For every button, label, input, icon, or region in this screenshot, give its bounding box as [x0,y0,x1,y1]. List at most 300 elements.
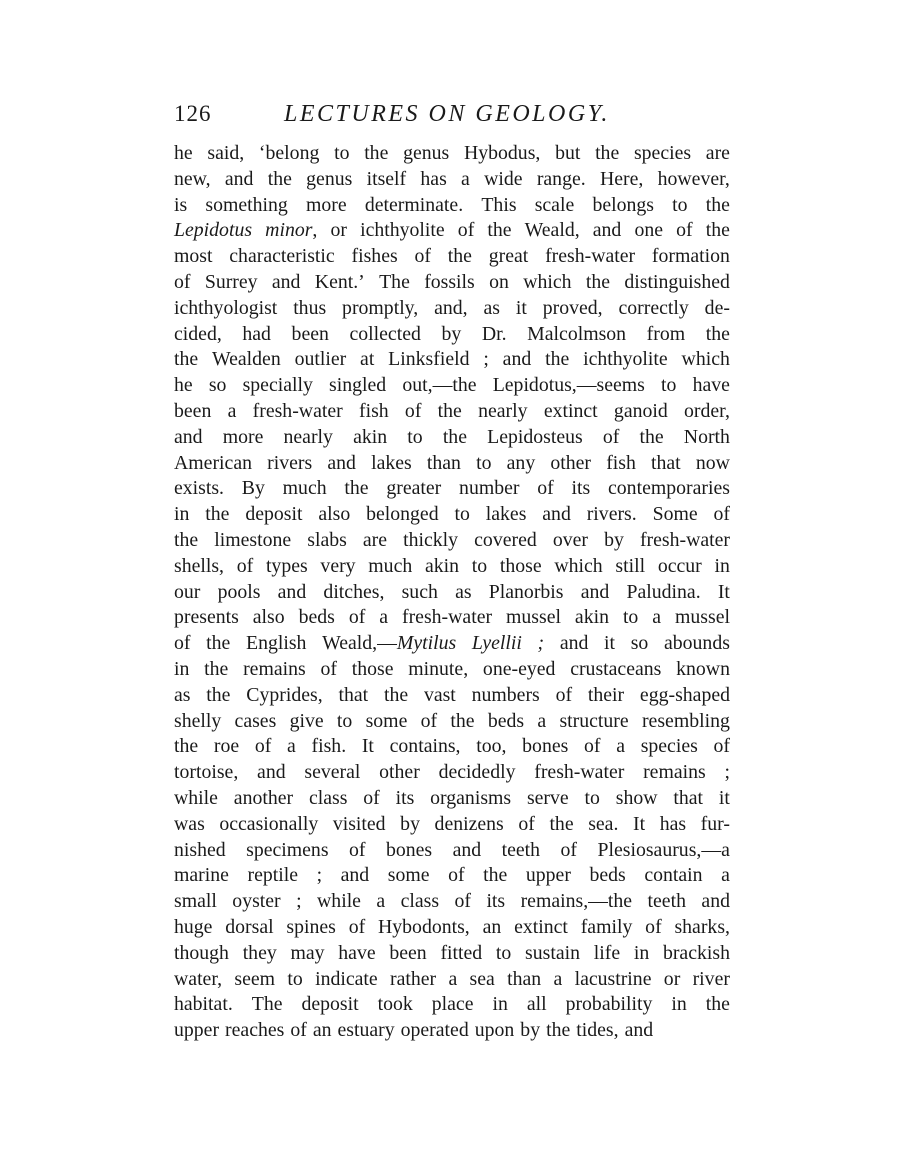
word: to [476,451,492,474]
word: to [622,606,639,629]
text-line [174,218,730,244]
word: and [271,270,301,293]
word: the [450,709,475,732]
word: at [360,348,375,371]
word: reptile [247,864,299,887]
body-text [174,141,730,1044]
word: the [639,425,664,448]
word: ichthyologist [174,296,278,319]
text-line [174,915,730,941]
word: those [351,657,394,680]
word: occasionally [219,812,319,835]
word: ; [724,761,730,784]
word: such [401,580,438,603]
word: give [289,709,324,732]
word: the [344,477,369,500]
word: contains, [389,735,461,758]
word: remains,—the [520,890,633,913]
word: and [542,503,571,526]
word: species [640,735,698,758]
word: extinct [543,399,598,422]
word: Kent.’ [314,270,365,293]
word: and [592,219,622,242]
word: some [365,709,408,732]
word: and [559,632,589,655]
word: is [174,193,188,216]
word: order, [684,399,730,422]
word: the [205,503,230,526]
word: nished [174,838,226,861]
word: while [317,890,361,913]
word: any [506,451,536,474]
word: than [507,967,542,990]
word: ; [316,864,323,887]
word: vast [423,683,456,706]
word: have [692,374,730,397]
word: determinate. [364,193,464,216]
word: slabs [307,528,347,551]
word: a [537,709,547,732]
word: limestone [214,528,292,551]
word: English [246,632,307,655]
word: rivers [267,451,313,474]
word: visited [332,812,386,835]
word: of [420,709,438,732]
word: Surrey [204,270,258,293]
word: a [448,967,458,990]
word: another [233,786,294,809]
word: formation [651,245,730,268]
text-line [174,760,730,786]
word: he [174,142,193,164]
word: more [306,193,347,216]
word: presents [174,606,239,629]
text-line [174,451,730,477]
word: huge [174,915,213,938]
word: has [659,812,687,835]
word: than [426,451,461,474]
word: a [721,864,730,887]
word: was [174,812,205,835]
word: range. [536,167,586,190]
word: ichthyolite [360,219,445,242]
word: from [646,322,686,345]
word: fish [606,451,636,474]
word: river [692,967,730,990]
word: collected [349,322,421,345]
word: marine [174,864,229,887]
word: however, [657,167,730,190]
word: rather [390,967,437,990]
word: fresh-water [402,606,493,629]
word: of [518,812,535,835]
word: ichthyolite [583,348,668,371]
word: fresh-water [545,245,636,268]
word: Lepidotus,—seems [492,374,645,397]
word: akin [353,425,388,448]
word: Planorbis [488,580,564,603]
word: and [701,890,730,913]
word: reaches [225,1019,285,1042]
word: the [383,683,409,706]
word: Wealden [212,348,281,371]
word: fishes [351,245,398,268]
word: of [448,864,465,887]
word: specimens [246,838,329,861]
word: it [718,786,730,809]
word: structure [559,709,629,732]
word: fossils [424,270,475,293]
word: Hybodonts, [377,915,470,938]
word: the [705,993,730,1016]
word: teeth [501,838,541,861]
word: the [447,245,472,268]
word: fur- [700,812,730,835]
word: Lepidotus [174,219,253,242]
word: deposit [245,503,303,526]
word: Lepidosteus [487,425,583,448]
text-line [174,476,730,502]
word: an [312,1019,332,1042]
word: to [661,374,677,397]
word: are [362,528,388,551]
word: to [672,193,688,216]
text-line [174,244,730,270]
word: and [452,838,482,861]
text-line [174,296,730,322]
word: bones [385,838,433,861]
word: which [554,554,603,577]
word: the [549,812,574,835]
word: Dr. [481,322,507,345]
word: that [673,786,704,809]
word: greater [386,477,442,500]
word: dorsal [225,915,274,938]
word: to [336,709,353,732]
word: the [206,632,231,655]
word: indicate [315,967,378,990]
word: its [571,477,591,500]
word: beds [298,606,335,629]
word: crustaceans [570,657,662,680]
word: by [604,528,624,551]
word: the [546,1019,571,1042]
word: more [222,425,264,448]
word: fresh-water [534,761,625,784]
word: a [287,735,296,758]
word: a [461,167,470,190]
text-line [174,709,730,735]
word: scale [534,193,575,216]
text-line [174,502,730,528]
word: very [320,554,356,577]
word: cases [234,709,277,732]
word: to [471,554,488,577]
word: contemporaries [608,477,730,500]
word: brackish [662,941,730,964]
word: lakes [485,503,527,526]
word: serve [526,786,569,809]
word: took [377,993,413,1016]
word: remains [643,761,706,784]
word: that [651,451,681,474]
word: small [174,890,217,913]
word: ; [537,632,545,655]
word: its [395,786,415,809]
word: tides, [576,1019,619,1042]
word: singled [329,374,387,397]
text-line [174,631,730,657]
word: one-eyed [482,657,556,680]
word: rivers. [586,503,637,526]
word: oyster [232,890,281,913]
word: of [414,245,431,268]
word: those [499,554,542,577]
word: promptly, [342,296,419,319]
word: By [241,477,265,500]
word: denizens [434,812,504,835]
word: also [252,606,285,629]
word: he [174,374,193,397]
word: wide [484,167,523,190]
word: fish. [311,735,347,758]
word: the [267,167,292,190]
word: ‘belong [258,142,320,164]
word: The [251,993,283,1016]
word: covered [474,528,537,551]
word: of [290,1019,307,1042]
word: in [633,941,650,964]
word: of [602,425,620,448]
word: to [584,786,600,809]
word: or [330,219,347,242]
word: lacustrine [574,967,652,990]
word: of [645,915,662,938]
word: Weald, [524,219,580,242]
word: the [206,683,231,706]
word: beds [589,864,626,887]
text-line [174,528,730,554]
word: of [236,554,254,577]
word: as [455,580,472,603]
word: ; [483,348,489,371]
word: or [663,967,681,990]
word: of [320,657,337,680]
word: too, [476,735,507,758]
text-line [174,425,730,451]
word: and [624,1019,654,1042]
text-line [174,580,730,606]
word: decidedly [438,761,516,784]
word: of [537,477,554,500]
word: specially [242,374,313,397]
word: on [489,270,509,293]
word: Some [652,503,698,526]
word: ganoid [613,399,668,422]
word: and [277,580,307,603]
word: fish [358,399,389,422]
text-line [174,373,730,399]
word: family [580,915,633,938]
word: also [318,503,351,526]
text-line [174,167,730,193]
word: and, [434,296,468,319]
word: said, [207,142,245,164]
word: life [593,941,621,964]
word: abounds [663,632,730,655]
word: the [595,142,620,164]
text-line [174,347,730,373]
word: egg-shaped [639,683,730,706]
word: upon [474,1019,515,1042]
word: a [616,735,625,758]
word: American [174,451,252,474]
word: still [615,554,646,577]
word: that [338,683,369,706]
word: of [457,219,475,242]
text-line [174,657,730,683]
word: to [407,425,423,448]
word: nearly [283,425,333,448]
word: types [265,554,308,577]
word: ditches, [323,580,385,603]
word: are [705,142,730,164]
word: roe [213,735,240,758]
word: and [340,864,370,887]
word: been [291,322,329,345]
word: mussel [506,606,561,629]
word: a [553,967,563,990]
word: Malcolmson [527,322,627,345]
word: fresh-water [252,399,343,422]
word: habitat. [174,993,233,1016]
word: the [585,270,611,293]
word: water, [174,967,223,990]
word: upper [525,864,571,887]
word: belongs [592,193,654,216]
word: the [204,657,229,680]
word: one [634,219,663,242]
word: great [488,245,529,268]
word: and [257,761,286,784]
word: North [683,425,730,448]
word: lakes [371,451,412,474]
word: our [174,580,201,603]
word: shells, [174,554,225,577]
word: Hybodus, [463,142,541,164]
word: fitted [440,941,483,964]
text-line [174,838,730,864]
text-line [174,322,730,348]
word: This [481,193,517,216]
word: Paludina. [626,580,701,603]
word: of [560,838,578,861]
word: the [705,219,730,242]
word: bones [522,735,569,758]
word: akin [424,554,460,577]
word: sea. [588,812,619,835]
word: outlier [294,348,347,371]
word: been [389,941,427,964]
text-line [174,734,730,760]
word: had [242,322,271,345]
word: much [282,477,327,500]
word: the [437,399,462,422]
word: beds [487,709,525,732]
text-line [174,863,730,889]
word: but [555,142,581,164]
word: seem [234,967,276,990]
word: numbers [471,683,540,706]
word: remains [243,657,306,680]
page-number: 126 [174,101,212,126]
word: which [681,348,730,371]
word: the [545,348,570,371]
word: and [580,580,610,603]
word: It [717,580,730,603]
text-line [174,786,730,812]
word: It [361,735,374,758]
text-line [174,270,730,296]
word: contain [644,864,703,887]
word: itself [366,167,407,190]
word: of [676,219,693,242]
word: The [379,270,410,293]
text-line [174,141,730,167]
word: of [713,503,730,526]
word: mussel [675,606,730,629]
word: of [454,890,471,913]
word: extinct [514,915,568,938]
word: sustain [525,941,580,964]
word: though [174,941,229,964]
word: an [482,915,502,938]
word: species [633,142,692,164]
page-header [174,96,730,132]
word: and [174,425,203,448]
word: by [441,322,462,345]
word: class [400,890,440,913]
word: most [174,245,213,268]
text-line [174,812,730,838]
word: of [349,838,366,861]
word: ; [296,890,302,913]
text-line [174,193,730,219]
word: minor, [265,219,318,242]
word: of [713,735,730,758]
word: while [174,786,218,809]
word: so [630,632,649,655]
word: a [227,399,237,422]
word: Plesiosaurus,—a [597,838,730,861]
word: a [379,606,389,629]
word: of [174,270,191,293]
word: the [487,219,512,242]
word: in [174,503,190,526]
word: de- [704,296,730,319]
word: probability [565,993,653,1016]
word: exists. [174,477,225,500]
word: upper [174,1019,220,1042]
word: Linksfield [388,348,470,371]
word: other [550,451,592,474]
word: Cyprides, [246,683,323,706]
word: to [287,967,303,990]
word: Weald,—Mytilus [322,632,457,655]
word: all [526,993,547,1016]
text-line [174,605,730,631]
word: the [705,193,730,216]
